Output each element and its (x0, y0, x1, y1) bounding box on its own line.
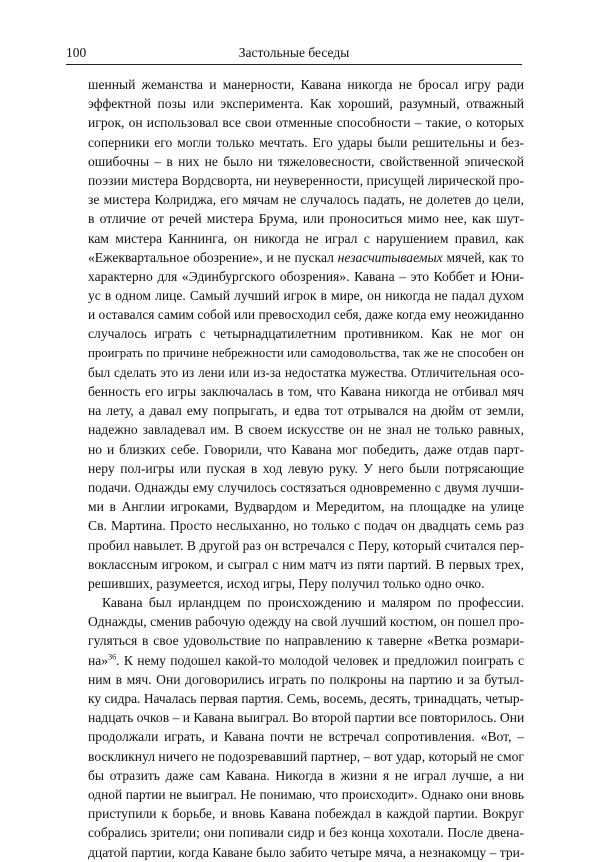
text-line: Кавана был ирландцем по происхождению и маляром по профессии. (102, 595, 524, 611)
text-fragment: «Ежеквартальное обозрение», и не пускал (88, 249, 338, 265)
text-line: в отличие от речей мистера Брума, или проноситься мимо нее, как шут- (88, 211, 524, 227)
text-line: зе мистера Колриджа, его мячам не случалось падать, не долетев до цели, (88, 192, 524, 208)
text-line: пробил навылет. В другой раз он встречался с Перу, который считался пер- (88, 537, 524, 553)
text-line: одной партии не выиграл. Не понимаю, что происходит». Однако они вновь (88, 786, 524, 802)
text-line: проиграть по причине небрежности или самодовольства, так же не способен он (88, 345, 524, 360)
text-line: поэзии мистера Вордсворта, ни неуверенности, присущей лирической про- (88, 172, 524, 188)
text-line: продолжали играть, и Кавана почти не встречал сопротивления. «Вот, – (88, 729, 524, 745)
text-line: приступили к борьбе, и вновь Кавана побеждал в каждой партии. Вокруг (88, 806, 524, 822)
text-line: ошибочны – в них не было ни тяжеловесности, свойственной эпической (88, 153, 524, 169)
text-fragment: . К нему подошел какой-то молодой человек и предложил поиграть с (116, 652, 524, 668)
text-line: ми в Англии игроками, Вудвардом и Мередитом, на площадке на улице (88, 499, 524, 515)
text-line: кам мистера Каннинга, он никогда не играл с нарушением правил, как (88, 230, 524, 246)
text-line: игрок, он использовал все свои отменные способности – такие, о которых (88, 115, 524, 131)
text-line: подачи. Однажды ему случилось состязаться одновременно с двумя лучши- (88, 479, 524, 495)
text-line: шенный жеманства и манерности, Кавана никогда не бросал игру ради (88, 77, 524, 92)
text-line: ним в мяч. Они договорились играть по полкроны на партию и за бутыл- (88, 671, 524, 687)
text-line: дцатой партии, когда Каване было забито четыре мяча, а незнакомцу – три- (88, 844, 524, 860)
text-line: ус в одном лице. Самый лучший игрок в мире, он никогда не падал духом (88, 288, 524, 304)
text-line: характерно для «Эдинбургского обозрения». Кавана – это Коббет и Юни- (88, 268, 524, 284)
text-line: эффектной позы или эксперимента. Как хороший, разумный, отважный (88, 96, 524, 112)
page-number: 100 (66, 45, 87, 60)
text-line: гуляться в свое удовольствие по направлению к таверне «Ветка розмари- (88, 633, 524, 649)
text-line: воскликнул ничего не подозревавший партнер, – вот удар, который не смог (88, 748, 524, 764)
text-fragment: мячей, как то (442, 249, 524, 265)
text-line: воклассным игроком, и сыграл с ним матч из пяти партий. В первых трех, (88, 556, 524, 572)
footnote-ref: 36 (108, 652, 117, 662)
text-line: надежно завладевал им. В своем искусстве он не знал не только равных, (88, 422, 524, 438)
italic-word: незасчитываемых (337, 249, 443, 265)
text-line: и оставался самим собой или превосходил себя, даже когда ему неожиданно (88, 307, 524, 323)
text-line: надцать очков – и Кавана выиграл. Во второй партии все повторилось. Они (88, 710, 524, 726)
body-text (88, 75, 524, 862)
text-line: соперники его могли только мечтать. Его удары были решительны и без- (88, 134, 524, 150)
text-line (88, 651, 524, 670)
text-fragment: на» (88, 652, 109, 668)
text-line: был сделать это из лени или из-за недостатка мужества. Отличительная осо- (88, 364, 524, 380)
text-line: случалось играть с четырнадцатилетним противником. Как не мог он (88, 326, 524, 342)
header-rule (66, 64, 522, 65)
text-line: собрались зрители; они попивали сидр и без конца хохотали. После двена- (88, 825, 524, 841)
text-line: на лету, а давал ему попрыгать, и едва тот отрывался на дюйм от земли, (88, 403, 524, 419)
running-title: Застольные беседы (238, 45, 350, 60)
text-line: решивших, разумеется, исход игры, Перу получил только одно очко. (88, 575, 485, 591)
text-line: неру пол-игры или пуская в ход левую руку. У него были потрясающие (88, 460, 524, 476)
text-line: Однажды, сменив рабочую одежду на свой лучший костюм, он пошел про- (88, 614, 524, 630)
text-line: но и близких себе. Говорили, что Кавана мог победить, даже отдав парт- (88, 441, 524, 457)
text-line (88, 248, 524, 267)
text-line: бы отразить даже сам Кавана. Никогда в жизни я не играл лучше, а ни (88, 767, 524, 783)
text-line: ку сидра. Началась первая партия. Семь, восемь, десять, тринадцать, четыр- (88, 691, 524, 706)
text-line: бенность его игры заключалась в том, что Кавана никогда не отбивал мяч (88, 384, 524, 399)
text-line: Св. Мартина. Просто неслыханно, но только с подач он двадцать семь раз (88, 518, 524, 534)
